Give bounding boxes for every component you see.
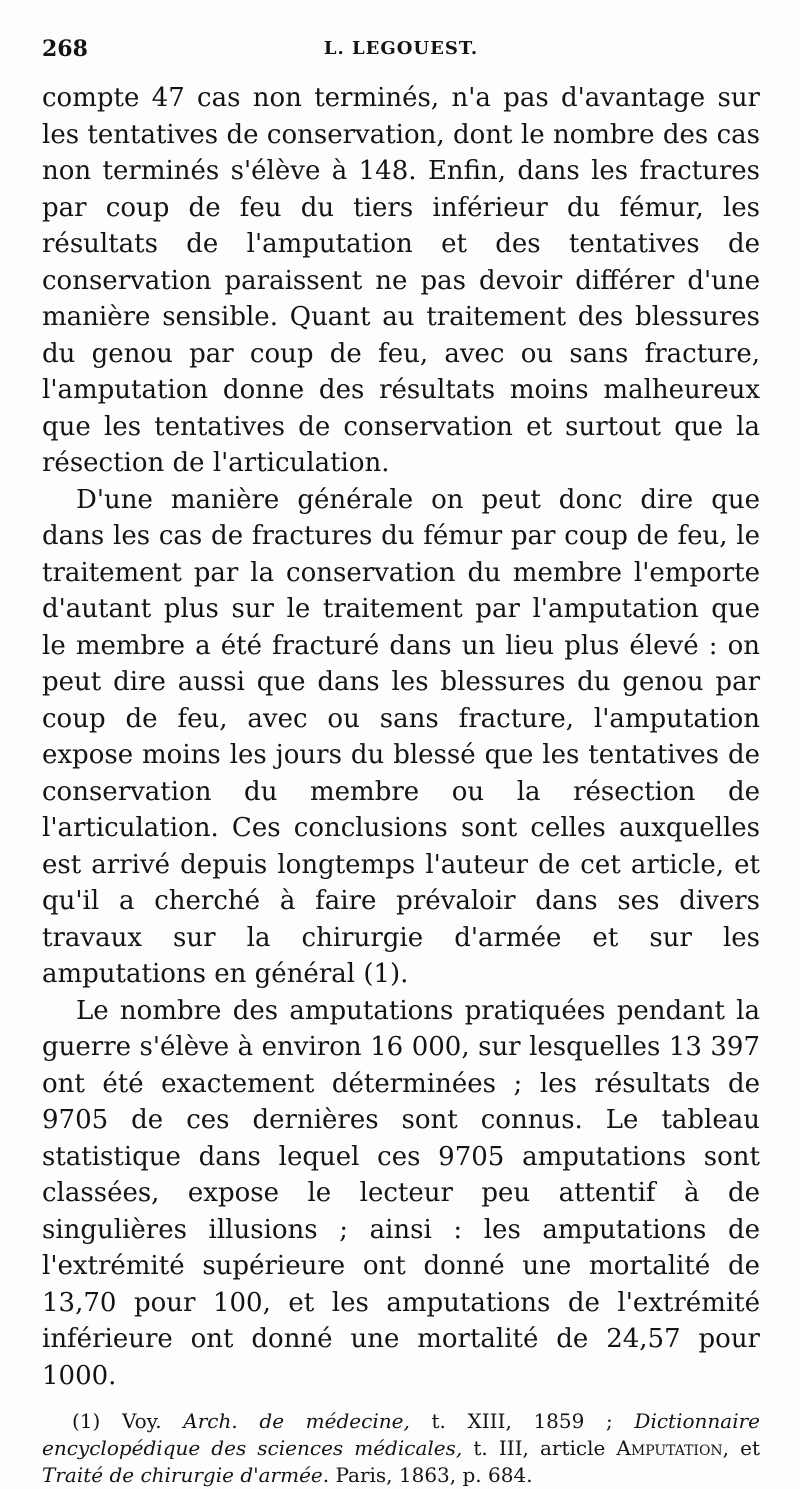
footnote-article: Amputation, — [616, 1436, 730, 1460]
footnote — [42, 1408, 760, 1489]
body-text — [42, 80, 760, 1394]
page-header — [42, 30, 760, 66]
footnote-ref: Arch. de médecine, — [183, 1409, 410, 1433]
page-number: 268 — [42, 36, 88, 62]
paragraph: D'une manière générale on peut donc dire que dans les cas de fractures du fémur par coup de feu, le traitement par la conservation du membre l'emporte d'autant plus sur le traitement par l'amputation que le membre a été fracturé dans un lieu plus élevé : on peut dire aussi que dans les blessures du genou par coup de feu, avec ou sans fracture, l'amputation expose moins les jours du blessé que les tentatives de conservation du membre ou la résection de l'articulation. Ces conclusions sont celles auxquelles est arrivé depuis longtemps l'auteur de cet article, et qu'il a cherché à faire prévaloir dans ses divers travaux sur la chirurgie d'armée et sur les amputations en général (1). — [42, 484, 760, 989]
footnote-mark: (1) Voy. — [72, 1409, 162, 1433]
footnote-text: t. III, article — [473, 1436, 606, 1460]
paragraph: Le nombre des amputations pratiquées pendant la guerre s'élève à environ 16 000, sur lesquelles 13 397 ont été exactement déterminées ; les résultats de 9705 de ces dernières sont connus. Le tableau statistique dans lequel ces 9705 amputations sont classées, expose le lecteur peu attentif à de singulières illusions ; ainsi : les amputations de l'extrémité supérieure ont donné une mortalité de 13,70 pour 100, et les amputations de l'extrémité inférieure ont donné une mortalité de 24,57 pour 1000. — [42, 995, 760, 1391]
footnote-ref: Traité de chirurgie d'armée. — [42, 1463, 330, 1487]
footnote-text: t. XIII, 1859 ; — [431, 1409, 613, 1433]
footnote-text: et — [740, 1436, 761, 1460]
footnote-text: Paris, 1863, p. 684. — [335, 1463, 533, 1487]
book-page — [42, 30, 760, 1489]
paragraph-continued: compte 47 cas non terminés, n'a pas d'avantage sur les tentatives de conservation, dont le nombre des cas non terminés s'élève à 148. Enfin, dans les fractures par coup de feu du tiers inférieur du fémur, les résultats de l'amputation et des tentatives de conservation paraissent ne pas devoir différer d'une manière sensible. Quant au traitement des blessures du genou par coup de feu, avec ou sans fracture, l'amputation donne des résultats moins malheureux que les tentatives de conservation et surtout que la résection de l'articulation. — [42, 83, 760, 478]
running-head: L. LEGOUEST. — [323, 38, 479, 59]
footnote-ref: Dictionnaire encyclopédique des sciences médicales, — [42, 1409, 760, 1460]
